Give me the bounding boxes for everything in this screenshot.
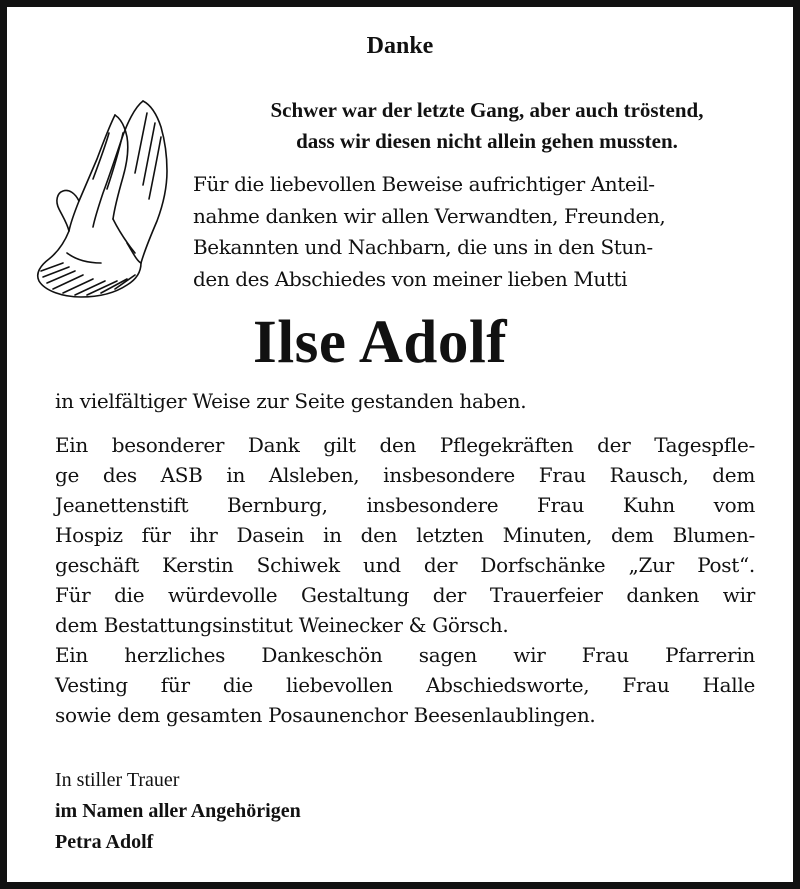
body-line: Jeanettenstift Bernburg, insbesondere Frau Kuhn vom	[55, 493, 755, 517]
intro-line: Bekannten und Nachbarn, die uns in den Stun-	[193, 235, 653, 259]
body-line: Hospiz für ihr Dasein in den letzten Minuten, dem Blumen-	[55, 523, 755, 547]
body-line: Ein herzliches Dankeschön sagen wir Frau Pfarrerin	[55, 643, 755, 667]
body-line: Ein besonderer Dank gilt den Pflegekräften der Tagespfle-	[55, 433, 755, 457]
quote-line: dass wir diesen nicht allein gehen mussten.	[296, 129, 678, 153]
body-line: sowie dem gesamten Posaunenchor Beesenlaublingen.	[55, 703, 596, 727]
body-line: dem Bestattungsinstitut Weinecker & Görsch.	[55, 613, 509, 637]
praying-hands-icon	[23, 93, 183, 305]
intro-line: nahme danken wir allen Verwandten, Freunden,	[193, 203, 666, 228]
body-text	[55, 386, 755, 730]
intro-paragraph	[193, 169, 665, 295]
closing-family-line: im Namen aller Angehörigen	[55, 800, 301, 822]
closing-line: In stiller Trauer	[55, 769, 180, 791]
intro-line: den des Abschiedes von meiner lieben Mutti	[193, 266, 628, 291]
body-line: Für die würdevolle Gestaltung der Trauerfeier danken wir	[55, 583, 755, 607]
body-line: geschäft Kerstin Schiwek und der Dorfschänke „Zur Post“.	[55, 553, 755, 577]
deceased-name: Ilse Adolf	[253, 309, 508, 376]
closing-block	[55, 765, 301, 858]
body-line: Vesting für die liebevollen Abschiedsworte, Frau Halle	[55, 673, 755, 697]
after-name-line: in vielfältiger Weise zur Seite gestanden haben.	[55, 389, 527, 413]
quote-line: Schwer war der letzte Gang, aber auch tröstend,	[270, 98, 704, 122]
signature: Petra Adolf	[55, 831, 154, 853]
intro-line: Für die liebevollen Beweise aufrichtiger Anteil-	[193, 172, 655, 196]
notice-heading: Danke	[366, 33, 434, 59]
quote	[187, 95, 787, 157]
body-line: ge des ASB in Alsleben, insbesondere Frau Rausch, dem	[55, 463, 755, 487]
